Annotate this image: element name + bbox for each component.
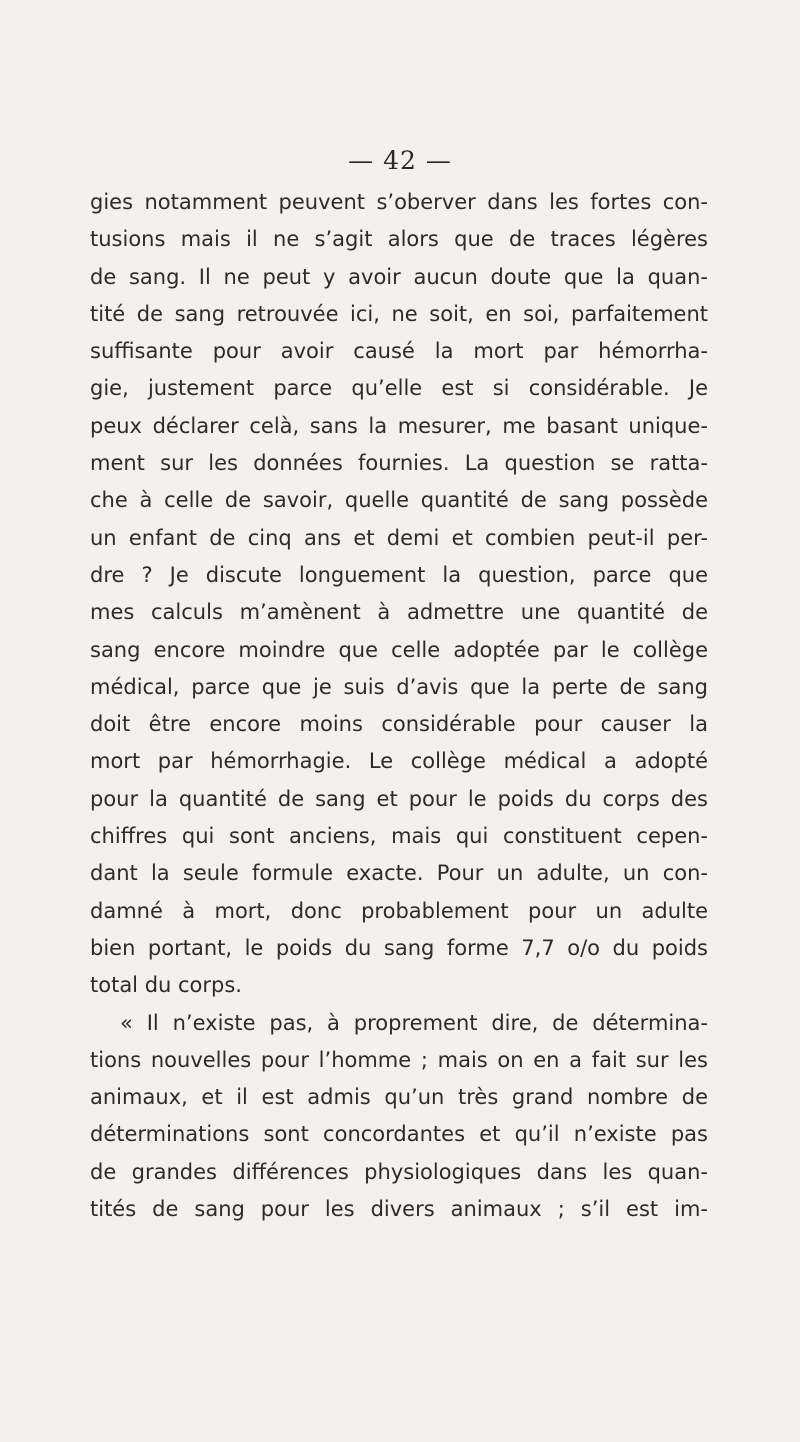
text-line: doit être encore moins considérable pour causer la	[90, 712, 708, 737]
text-line: animaux, et il est admis qu’un très grand nombre de	[90, 1085, 708, 1110]
text-line: bien portant, le poids du sang forme 7,7 o/o du poids	[90, 935, 708, 960]
text-line: dre ? Je discute longuement la question, parce que	[90, 562, 708, 587]
text-line: suffisante pour avoir causé la mort par hémorrha-	[90, 339, 708, 364]
text-line: chiffres qui sont anciens, mais qui constituent cepen-	[90, 824, 708, 849]
paragraph-2	[90, 1005, 708, 1229]
text-line: de grandes différences physiologiques dans les quan-	[90, 1159, 708, 1184]
text-line: peux déclarer celà, sans la mesurer, me basant unique-	[90, 413, 708, 438]
text-line: mes calculs m’amènent à admettre une quantité de	[90, 600, 708, 625]
page-number: — 42 —	[348, 146, 452, 175]
text-line: un enfant de cinq ans et demi et combien peut-il per-	[90, 525, 708, 550]
text-line: de sang. Il ne peut y avoir aucun doute que la quan-	[90, 264, 708, 289]
text-line: tités de sang pour les divers animaux ; s’il est im-	[90, 1197, 708, 1222]
text-line: ment sur les données fournies. La question se ratta-	[90, 451, 708, 476]
text-line: « Il n’existe pas, à proprement dire, de détermina-	[120, 1010, 708, 1035]
body-text	[90, 184, 708, 1228]
text-line: tions nouvelles pour l’homme ; mais on en a fait sur les	[90, 1047, 708, 1072]
text-line: gies notamment peuvent s’oberver dans les fortes con-	[90, 190, 708, 214]
text-line: che à celle de savoir, quelle quantité de sang possède	[90, 488, 708, 513]
text-line: gie, justement parce qu’elle est si considérable. Je	[90, 376, 708, 401]
text-line: total du corps.	[90, 973, 242, 998]
paragraph-1	[90, 184, 708, 1005]
text-line: médical, parce que je suis d’avis que la perte de sang	[90, 674, 708, 699]
text-line: pour la quantité de sang et pour le poids du corps des	[90, 786, 708, 811]
text-line: sang encore moindre que celle adoptée par le collège	[90, 637, 708, 662]
text-line: tusions mais il ne s’agit alors que de traces légères	[90, 227, 708, 252]
text-line: mort par hémorrhagie. Le collège médical a adopté	[90, 749, 708, 774]
text-line: dant la seule formule exacte. Pour un adulte, un con-	[90, 861, 708, 886]
text-line: damné à mort, donc probablement pour un adulte	[90, 898, 708, 923]
text-line: tité de sang retrouvée ici, ne soit, en soi, parfaitement	[90, 301, 708, 326]
text-line: déterminations sont concordantes et qu’il n’existe pas	[90, 1122, 708, 1147]
